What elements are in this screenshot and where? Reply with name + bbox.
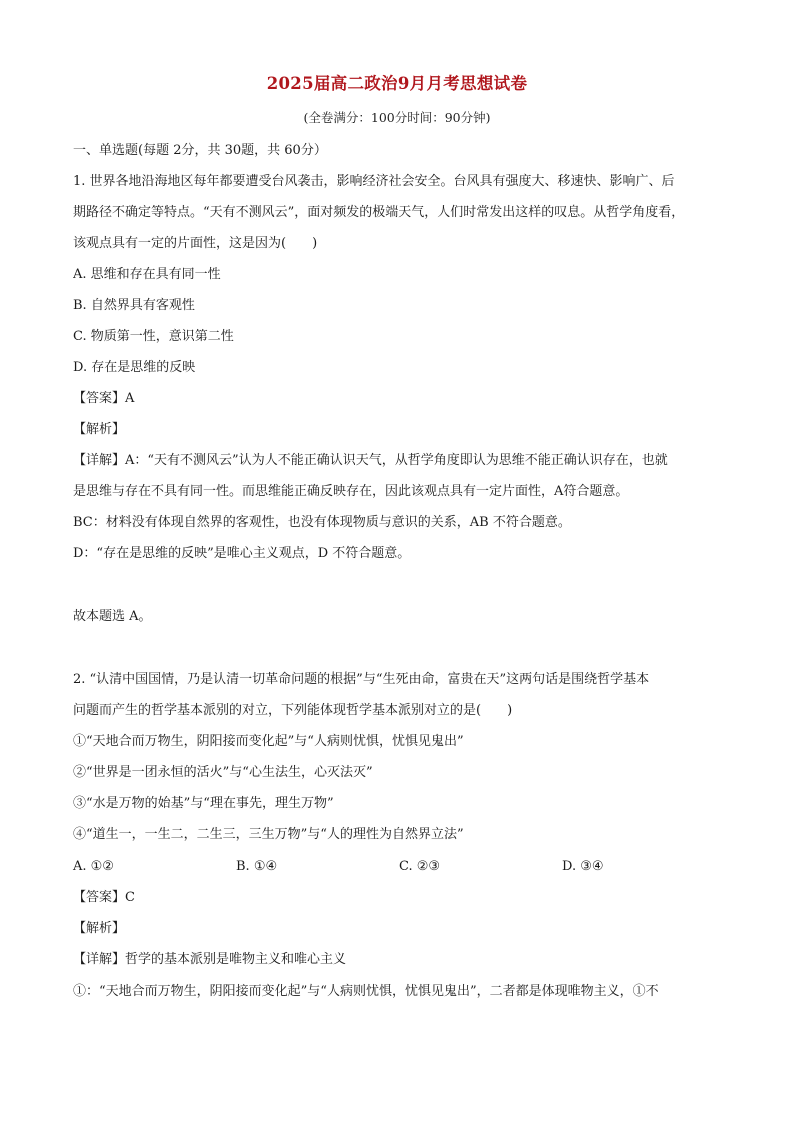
q2-option-a: A. ①②: [73, 859, 114, 874]
q2-statement-4: ④“道生一，一生二，二生三，三生万物”与“人的理性为自然界立法”: [73, 827, 464, 842]
answer-tag: 【答案】: [73, 890, 126, 905]
q2-detail-text-1: 哲学的基本派别是唯物主义和唯心主义: [125, 952, 347, 967]
q2-detail-line-1: [73, 951, 733, 969]
q1-option-b: B. 自然界具有客观性: [73, 298, 195, 313]
q1-option-d: D. 存在是思维的反映: [73, 360, 196, 375]
q1-answer-value: A: [125, 391, 135, 406]
q1-detail-line-3: BC：材料没有体现自然界的客观性，也没有体现物质与意识的关系，AB 不符合题意。: [73, 515, 571, 530]
q2-statement-2: ②“世界是一团永恒的活火”与“心生法生，心灭法灭”: [73, 765, 373, 780]
q2-option-c: C. ②③: [399, 859, 441, 874]
page-title: 2025届高二政治9月月考思想试卷: [266, 74, 528, 93]
q1-stem-line-3: 该观点具有一定的片面性，这是因为( ): [73, 236, 318, 251]
q1-conclusion: 故本题选 A。: [73, 609, 152, 624]
q1-detail-line-2: 是思维与存在不具有同一性。而思维能正确反映存在，因此该观点具有一定片面性，A符合题意。: [73, 484, 629, 499]
page-subtitle: (全卷满分：100分时间：90分钟): [303, 110, 491, 125]
q2-option-d: D. ③④: [562, 859, 604, 874]
q2-answer-value: C: [125, 890, 135, 905]
detail-tag: 【详解】: [73, 453, 126, 468]
q1-option-c: C. 物质第一性，意识第二性: [73, 329, 234, 344]
q1-stem-line-1: 1. 世界各地沿海地区每年都要遭受台风袭击，影响经济社会安全。台风具有强度大、移速快、影响广、后: [73, 174, 675, 189]
q1-answer: [73, 390, 733, 408]
q2-statement-3: ③“水是万物的始基”与“理在事先，理生万物”: [73, 796, 334, 811]
q1-detail-line-4: D：“存在是思维的反映”是唯心主义观点，D 不符合题意。: [73, 546, 411, 561]
q2-answer: [73, 889, 733, 907]
q1-stem-line-2: 期路径不确定等特点。“天有不测风云”，面对频发的极端天气，人们时常发出这样的叹息。从哲学角度看，: [73, 205, 685, 220]
q2-option-b: B. ①④: [236, 859, 278, 874]
q2-statement-1: ①“天地合而万物生，阴阳接而变化起”与“人病则忧惧，忧惧见鬼出”: [73, 734, 464, 749]
section-heading: 一、单选题(每题 2分，共 30题，共 60分）: [73, 143, 327, 158]
q2-stem-line-2: 问题而产生的哲学基本派别的对立，下列能体现哲学基本派别对立的是( ): [73, 703, 513, 718]
q2-options-row: [73, 858, 733, 876]
q1-detail-line-1: [73, 452, 733, 470]
detail-tag: 【详解】: [73, 952, 126, 967]
q1-detail-text-1: A：“天有不测风云”认为人不能正确认识天气，从哲学角度即认为思维不能正确认识存在，也就: [125, 453, 668, 468]
answer-tag: 【答案】: [73, 391, 126, 406]
q2-stem-line-1: 2. “认清中国国情，乃是认清一切革命问题的根据”与“生死由命，富贵在天”这两句话是围绕哲学基本: [73, 672, 650, 687]
q1-option-a: A. 思维和存在具有同一性: [73, 267, 221, 282]
q1-analysis-tag: 【解析】: [73, 422, 126, 437]
q2-detail-line-2: ①：“天地合而万物生，阴阳接而变化起”与“人病则忧惧，忧惧见鬼出”，二者都是体现唯物主义，①不: [73, 984, 659, 999]
q2-analysis-tag: 【解析】: [73, 921, 126, 936]
